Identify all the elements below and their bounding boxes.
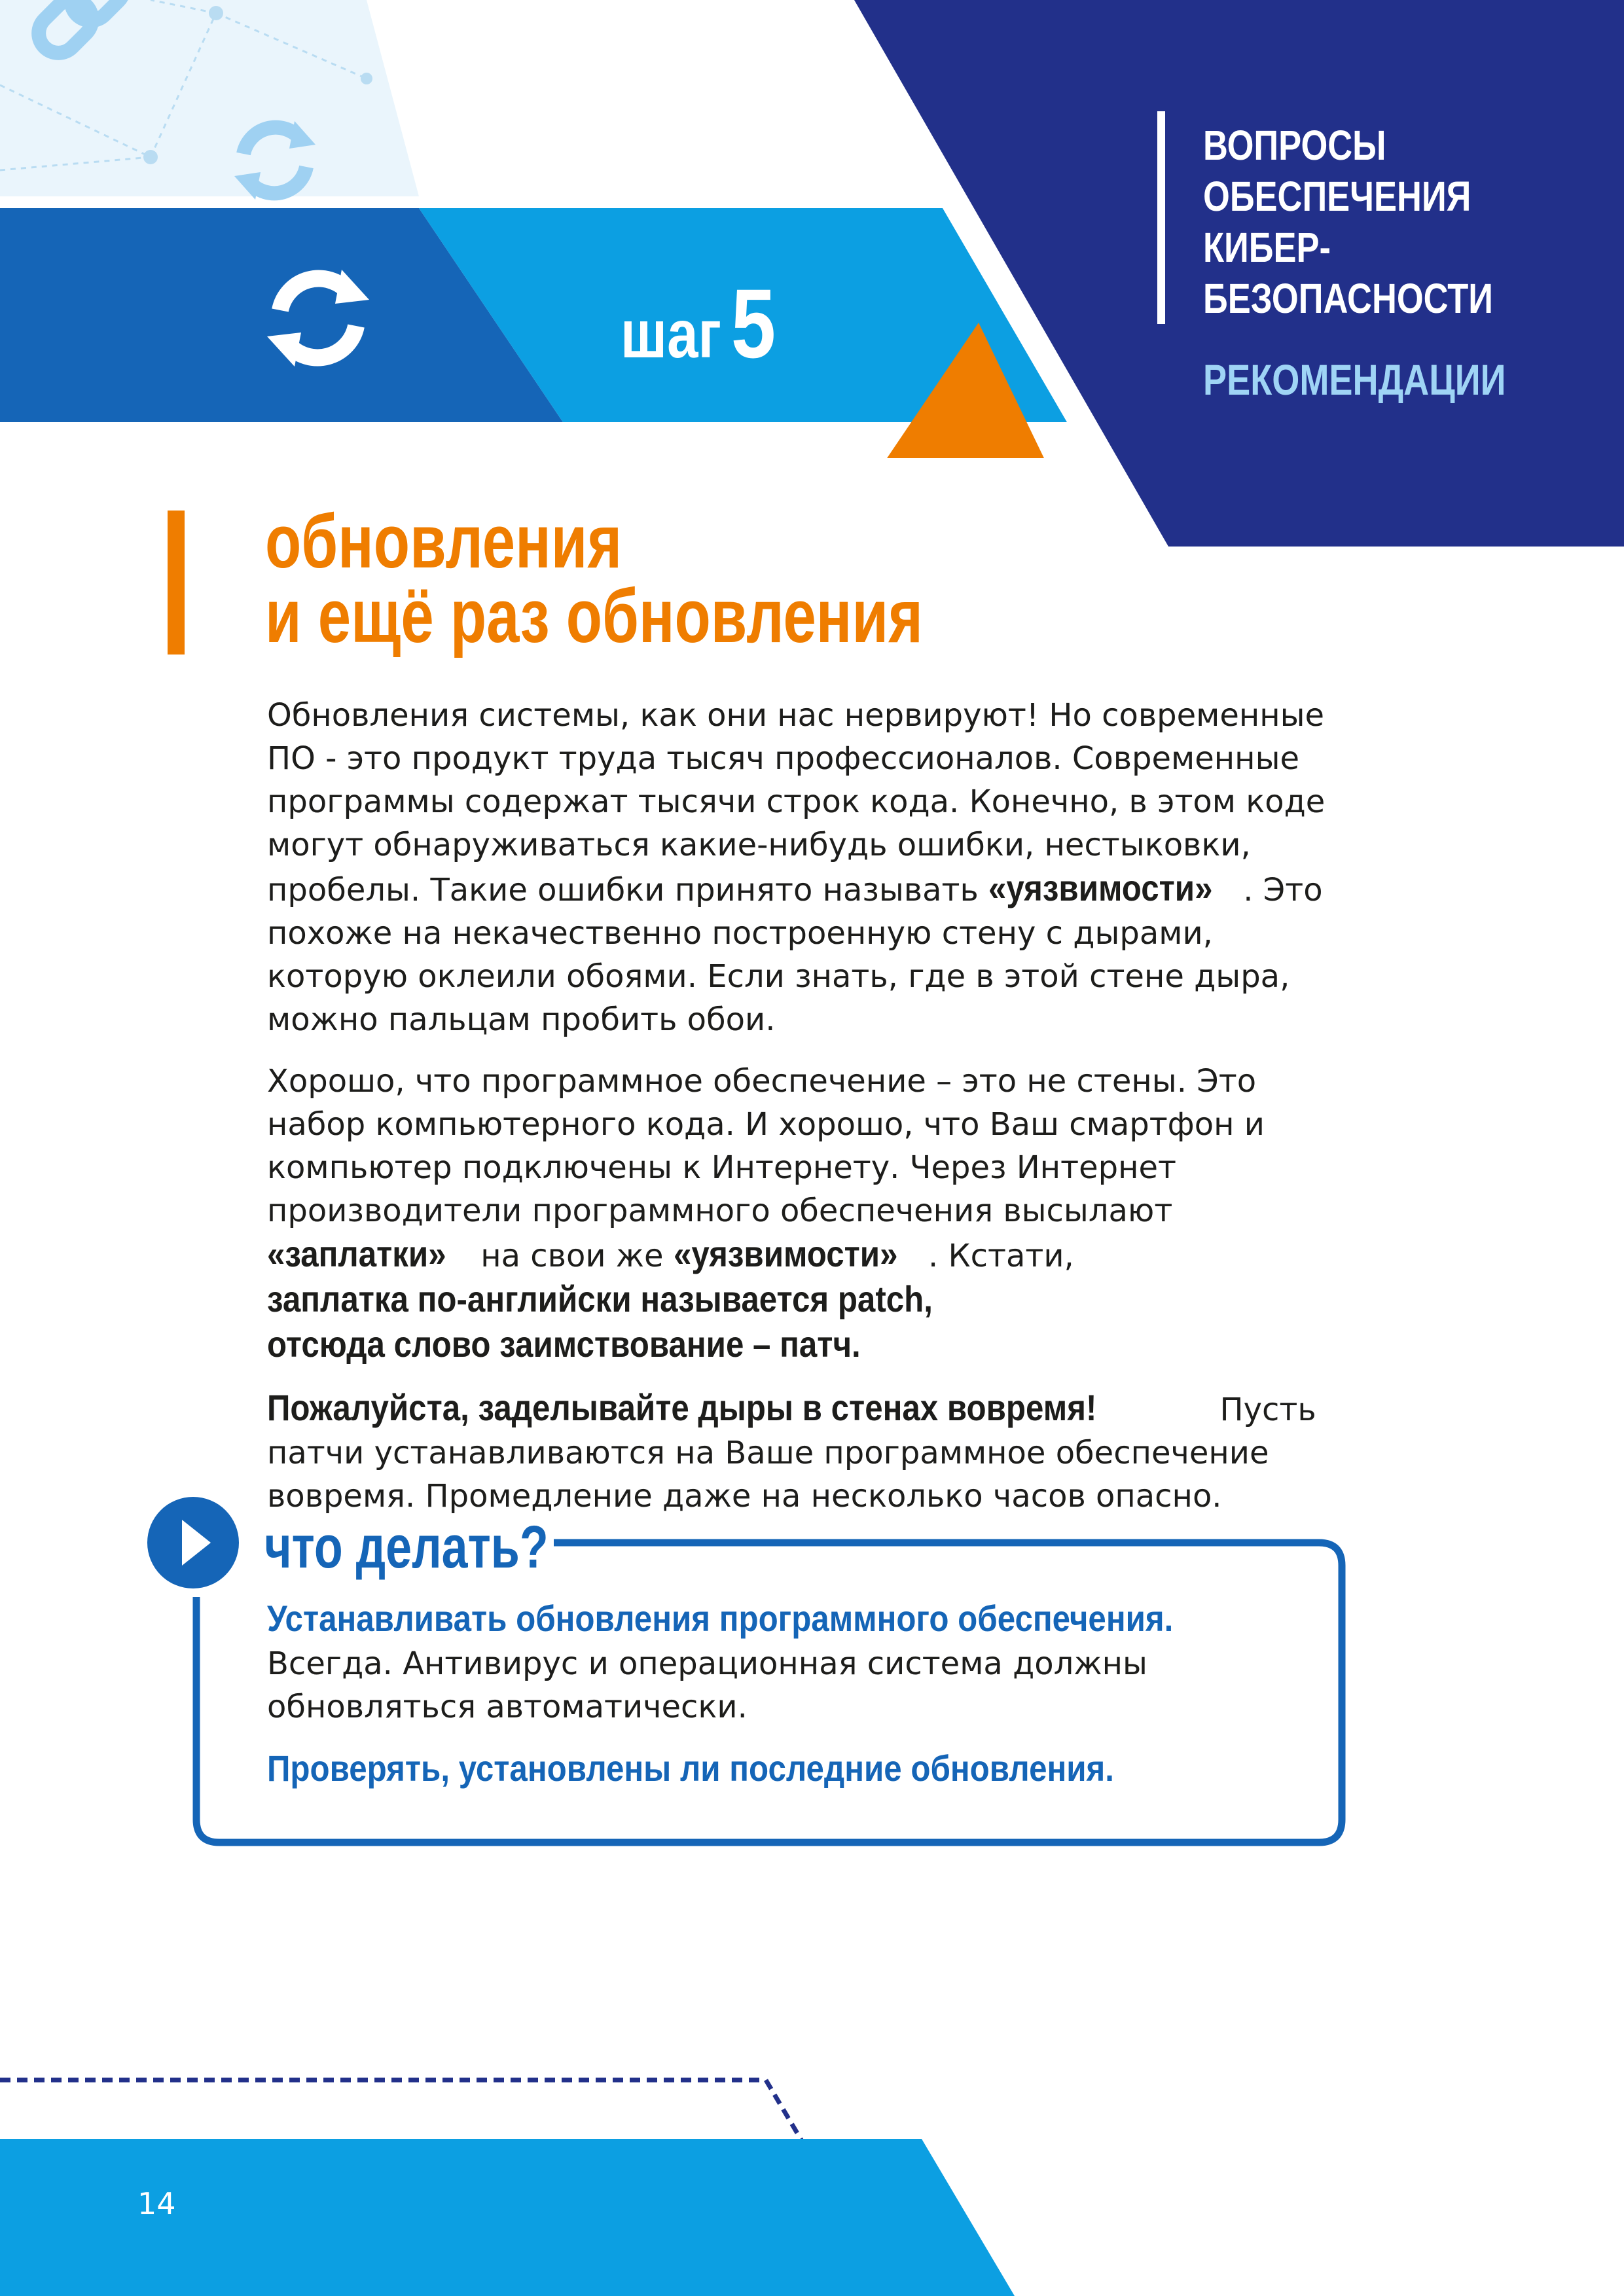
paragraph <box>267 1060 1347 1368</box>
headline-accent-bar <box>168 511 185 655</box>
paragraph <box>267 694 1347 1041</box>
emphasis: «уязвимости» <box>673 1233 898 1274</box>
paragraph <box>267 1386 1347 1518</box>
header-title-line: ОБЕСПЕЧЕНИЯ <box>1203 173 1471 220</box>
text-run: на свои же <box>470 1238 674 1274</box>
todo-item <box>267 1597 1314 1729</box>
todo-item-bold: Устанавливать обновления программного обеспечения. <box>267 1598 1174 1639</box>
header-title-line: ВОПРОСЫ <box>1203 122 1386 169</box>
network-pattern <box>0 0 419 196</box>
todo-item <box>267 1747 1314 1792</box>
emphasis: «заплатки» <box>267 1233 446 1274</box>
todo-heading: что делать? <box>264 1514 549 1581</box>
text-run: Хорошо, что программное обеспечение – это не стены. Это набор компьютерного кода. И хорошо, что Ваш смартфон и компьютер подключены к Интернету. Через Интернет производители программного обеспечения высылают <box>267 1063 1265 1229</box>
header-white-bar <box>1157 111 1165 324</box>
header-subtitle: РЕКОМЕНДАЦИИ <box>1203 355 1506 404</box>
step-word: шаг <box>621 296 722 372</box>
page-title <box>265 499 1031 658</box>
todo-content <box>267 1597 1314 1810</box>
header-title-line: БЕЗОПАСНОСТИ <box>1203 275 1494 322</box>
emphasis: Пожалуйста, заделывайте дыры в стенах вовремя! <box>267 1387 1097 1428</box>
text-run: . Кстати, <box>928 1238 1074 1274</box>
emphasis: «уязвимости» <box>988 867 1213 908</box>
page-title-line: обновления <box>265 499 623 584</box>
text-run: Обновления системы, как они нас нервируют! Но современные ПО - это продукт труда тысяч профессионалов. Современные программы содержат тысячи строк кода. Конечно, в этом коде могут обнаруживаться какие-нибудь ошибки, нестыковки, пробелы. Такие ошибки принято называть <box>267 697 1326 908</box>
body-text <box>267 694 1347 1536</box>
todo-item-text: Всегда. Антивирус и операционная система должны обновляться автоматически. <box>267 1645 1147 1725</box>
step-number: 5 <box>731 268 776 378</box>
step-label <box>621 267 776 380</box>
text-run: Пусть патчи устанавливаются на Ваше программное обеспечение вовремя. Промедление даже на несколько часов опасно. <box>267 1391 1316 1515</box>
todo-item-bold: Проверять, установлены ли последние обновления. <box>267 1748 1114 1789</box>
header-title <box>1203 120 1525 324</box>
page-number: 14 <box>137 2186 176 2221</box>
page-title-line: и ещё раз обновления <box>265 573 923 658</box>
emphasis: отсюда слово заимствование – патч. <box>267 1323 861 1365</box>
emphasis: заплатка по-английски называется patch, <box>267 1278 933 1319</box>
header-title-line: КИБЕР- <box>1203 224 1331 271</box>
text-run: . Это похоже на некачественно построенную стену с дырами, которую оклеили обоями. Если знать, где в этой стене дыра, можно пальцам пробить обои. <box>267 872 1323 1038</box>
